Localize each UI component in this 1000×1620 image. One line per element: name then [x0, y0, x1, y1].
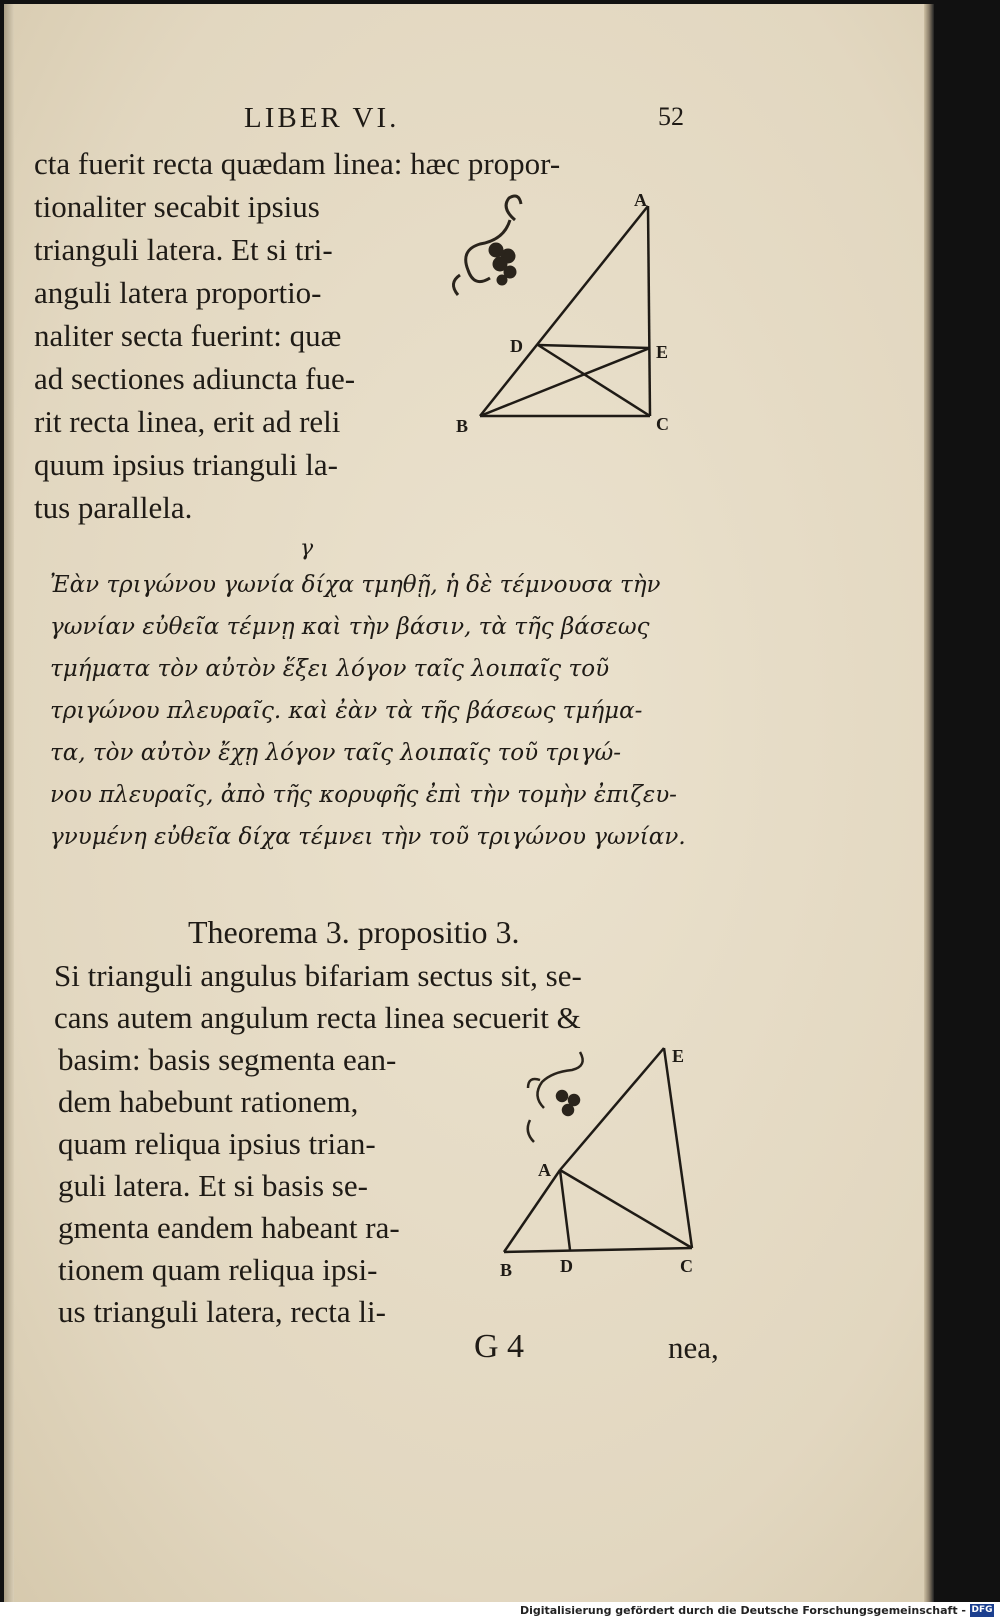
- figure-triangle-parallel: [430, 190, 710, 450]
- prop3-line-1: Si trianguli angulus bifariam sectus sit, se-: [54, 958, 582, 993]
- fig1-label-d: D: [510, 336, 523, 356]
- page-left-edge: [4, 4, 14, 1602]
- fig1-label-c: C: [656, 414, 669, 434]
- prop2-line-2: tionaliter secabit ipsius: [34, 189, 320, 224]
- prop3-line-8: tionem quam reliqua ipsi-: [58, 1252, 378, 1287]
- fig2-label-e: E: [672, 1046, 685, 1066]
- vine-ornament-icon: [528, 1052, 583, 1142]
- running-head: LIBER VI.: [244, 102, 400, 134]
- prop3-line-3: basim: basis segmenta ean-: [58, 1042, 397, 1077]
- greek-line-1: Ἐὰν τριγώνου γωνία δίχα τμηθῇ, ἡ δὲ τέμνουσα τὴν: [50, 572, 661, 598]
- greek-marker: γ: [300, 536, 314, 561]
- folio-number: 52: [658, 102, 684, 131]
- greek-line-3: τμήματα τὸν αὐτὸν ἕξει λόγον ταῖς λοιπαῖς τοῦ: [50, 656, 610, 682]
- prop2-line-9: tus parallela.: [34, 490, 193, 525]
- greek-line-5: τα, τὸν αὐτὸν ἔχῃ λόγον ταῖς λοιπαῖς τοῦ τριγώ-: [50, 740, 621, 766]
- fig2-label-c: C: [680, 1256, 693, 1276]
- prop3-line-7: gmenta eandem habeant ra-: [58, 1210, 400, 1245]
- prop2-line-5: naliter secta fuerint: quæ: [34, 318, 342, 353]
- fig1-label-b: B: [456, 416, 469, 436]
- fig2-label-b: B: [500, 1260, 513, 1280]
- page-right-edge: [924, 4, 934, 1602]
- greek-line-7: γνυμένη εὐθεῖα δίχα τέμνει τὴν τοῦ τριγώνου γωνίαν.: [50, 824, 686, 850]
- prop2-line-6: ad sectiones adiuncta fue-: [34, 361, 356, 396]
- figure-triangle-bisector: [500, 1040, 730, 1310]
- prop2-line-4: anguli latera proportio-: [34, 275, 322, 310]
- fig1-label-e: E: [656, 342, 669, 362]
- signature-mark: G 4: [474, 1328, 525, 1365]
- fig2-label-a: A: [538, 1160, 551, 1180]
- dfg-logo-icon: DFG: [971, 1605, 993, 1615]
- theorem-heading: Theorema 3. propositio 3.: [188, 914, 520, 950]
- footer-credit: Digitalisierung gefördert durch die Deutsche Forschungsgemeinschaft -: [519, 1604, 966, 1617]
- prop3-line-4: dem habebunt rationem,: [58, 1084, 359, 1119]
- prop3-line-9: us trianguli latera, recta li-: [58, 1294, 386, 1329]
- prop2-line-8: quum ipsius trianguli la-: [34, 447, 338, 482]
- greek-line-6: νου πλευραῖς, ἀπὸ τῆς κορυφῆς ἐπὶ τὴν τομὴν ἐπιζευ-: [50, 782, 677, 808]
- prop2-line-3: trianguli latera. Et si tri-: [34, 232, 333, 267]
- fig1-label-a: A: [634, 190, 647, 210]
- greek-line-2: γωνίαν εὐθεῖα τέμνῃ καὶ τὴν βάσιν, τὰ τῆς βάσεως: [50, 614, 650, 640]
- prop3-line-2: cans autem angulum recta linea secuerit &: [54, 1000, 581, 1035]
- triangle-lines: [480, 206, 650, 416]
- prop3-line-6: guli latera. Et si basis se-: [58, 1168, 368, 1203]
- prop2-line-7: rit recta linea, erit ad reli: [34, 404, 341, 439]
- fig2-label-d: D: [560, 1256, 573, 1276]
- greek-line-4: τριγώνου πλευραῖς. καὶ ἐὰν τὰ τῆς βάσεως τμήμα-: [50, 698, 643, 724]
- prop3-line-5: quam reliqua ipsius trian-: [58, 1126, 376, 1161]
- catchword: nea,: [668, 1330, 719, 1365]
- vine-ornament-icon: [453, 196, 521, 295]
- prop2-line-1: cta fuerit recta quædam linea: hæc propor-: [34, 146, 561, 181]
